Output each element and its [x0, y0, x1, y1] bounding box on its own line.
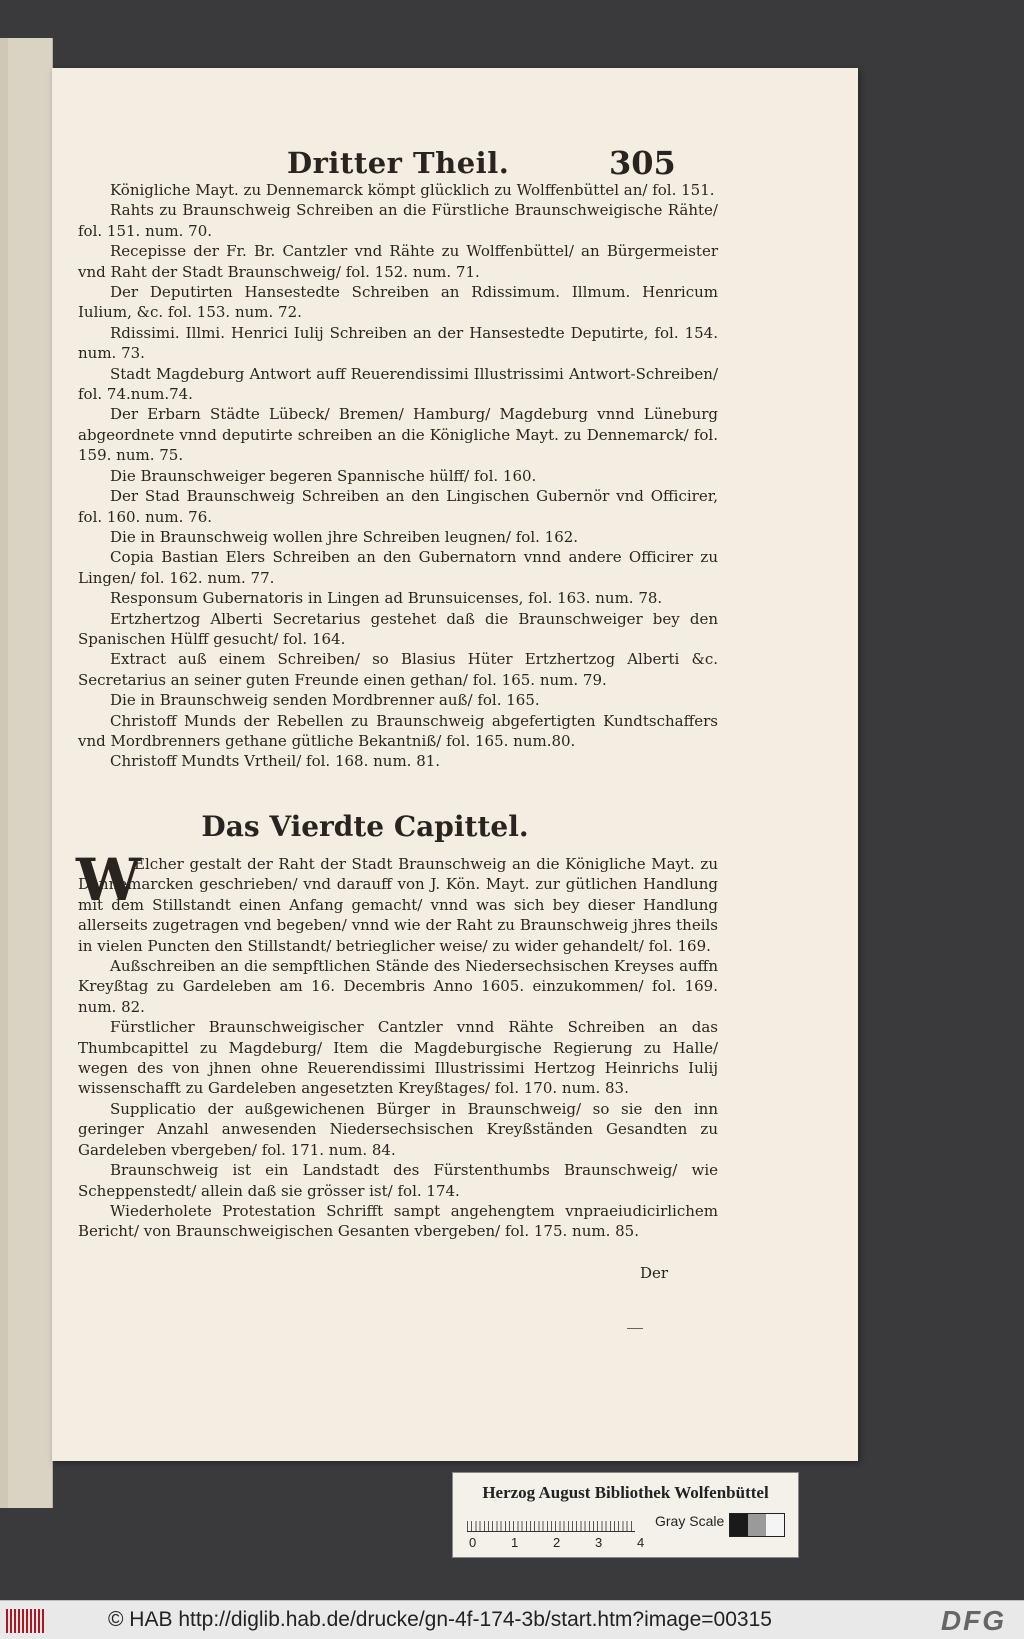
left-page-edge [0, 38, 53, 1508]
index-entry: Recepisse der Fr. Br. Cantzler vnd Rähte zu Wolffenbüttel/ an Bürgermeister vnd Raht der Stadt Braunschweig/ fol. 152. num. 71. [78, 242, 718, 281]
index-entry: Extract auß einem Schreiben/ so Blasius Hüter Ertzhertzog Alberti &c. Secretarius an seiner guten Freunde einen gethan/ fol. 165. num. 79. [78, 650, 718, 689]
ruler-tick-label: 1 [511, 1535, 519, 1550]
index-entry: Wiederholete Protestation Schrifft sampt angehengtem vnpraeiudicirlichem Bericht/ von Braunschweigischen Gesanten vbergeben/ fol. 175. num. 85. [78, 1201, 718, 1241]
chapter-title: Das Vierdte Capittel. [201, 810, 529, 843]
ruler-tick-label: 0 [469, 1535, 477, 1550]
hab-logo-icon [6, 1609, 44, 1633]
index-entry: Königliche Mayt. zu Dennemarck kömpt glücklich zu Wolffenbüttel an/ fol. 151. [110, 181, 715, 199]
scale-ruler [467, 1509, 635, 1532]
chapter-summary-paragraph: Elcher gestalt der Raht der Stadt Braunschweig an die Königliche Mayt. zu Dennemarcken geschrieben/ vnd darauff von J. Kön. Mayt. zur gütlichen Handlung mit dem Stillstandt einen Anfang gemacht/ vnnd was sich bey dieser Handlung allerseits zugetragen vnd begeben/ vnnd wie der Raht zu Braunschweig jhres theils in vielen Puncten den Stillstandt/ betrieglicher weise/ zu wider gehandelt/ fol. 169. [78, 855, 718, 955]
gray-scale-label: Gray Scale [655, 1513, 725, 1529]
index-entry: Ertzhertzog Alberti Secretarius gestehet daß die Braunschweiger bey den Spanischen Hülff gesucht/ fol. 164. [78, 609, 718, 648]
index-entry: Rdissimi. Illmi. Henrici Iulij Schreiben an der Hansestedte Deputirte, fol. 154. num. 73. [78, 323, 718, 363]
index-entry: Die in Braunschweig senden Mordbrenner auß/ fol. 165. [110, 691, 540, 710]
catchword: Der [640, 1264, 669, 1282]
chapter-body [78, 854, 718, 1242]
gray-swatch [748, 1514, 766, 1536]
scale-card [452, 1472, 799, 1558]
index-entry: Stadt Magdeburg Antwort auff Reuerendissimi Illustrissimi Antwort-Schreiben/ fol. 74.num.74. [78, 364, 718, 404]
index-entries [78, 180, 718, 772]
gray-swatch [766, 1514, 784, 1536]
footer-url[interactable]: © HAB http://diglib.hab.de/drucke/gn-4f-174-3b/start.htm?image=00315 [108, 1608, 772, 1631]
index-entry: Die Braunschweiger begeren Spannische hülff/ fol. 160. [110, 466, 537, 485]
index-entry: Der Erbarn Städte Lübeck/ Bremen/ Hamburg/ Magdeburg vnnd Lüneburg abgeordnete vnnd deputirte schreiben an die Königliche Mayt. zu Dennemarck/ fol. 159. num. 75. [78, 405, 718, 465]
running-head-title: Dritter Theil. [287, 146, 510, 180]
index-entry: Fürstlicher Braunschweigischer Cantzler vnnd Rähte Schreiben an das Thumbcapittel zu Magdeburg/ Item die Magdeburgische Regierung zu Halle/ wegen des von jhnen ohne Reuerendissimi Illustrissimi Hertzog Heinrichs Iulij wissenschafft zu Gardeleben angesetzten Kreyßtages/ fol. 170. num. 83. [78, 1018, 718, 1098]
ruler-tick-label: 3 [595, 1535, 603, 1550]
library-name: Herzog August Bibliothek Wolfenbüttel [482, 1483, 769, 1502]
page-mark [627, 1328, 643, 1329]
book-page [52, 68, 858, 1461]
ruler-tick-label: 2 [553, 1535, 561, 1550]
index-entry: Die in Braunschweig wollen jhre Schreiben leugnen/ fol. 162. [110, 527, 579, 546]
page-number: 305 [609, 144, 676, 182]
index-entry: Christoff Munds der Rebellen zu Braunschweig abgefertigten Kundtschaffers vnd Mordbrenners gethane gütliche Bekantniß/ fol. 165. num.80. [78, 711, 718, 750]
index-entry: Rahts zu Braunschweig Schreiben an die Fürstliche Braunschweigische Rähte/ fol. 151. num. 70. [78, 201, 718, 240]
dfg-logo: DFG [940, 1605, 1006, 1636]
gray-scale-patch [729, 1513, 785, 1537]
ruler-tick-label: 4 [637, 1535, 645, 1550]
decorated-initial: W [76, 846, 142, 914]
index-entry: Copia Bastian Elers Schreiben an den Gubernatorn vnnd andere Officirer zu Lingen/ fol. 162. num. 77. [78, 548, 718, 587]
footer-bar [0, 1600, 1024, 1639]
index-entry: Außschreiben an die sempftlichen Stände des Niedersechsischen Kreyses auffn Kreyßtag zu Gardeleben am 16. Decembris Anno 1605. einzukommen/ fol. 169. num. 82. [78, 957, 718, 1016]
gray-swatch [730, 1514, 748, 1536]
index-entry: Braunschweig ist ein Landstadt des Fürstenthumbs Braunschweig/ wie Scheppenstedt/ allein daß sie grösser ist/ fol. 174. [78, 1161, 718, 1200]
index-entry: Der Deputirten Hansestedte Schreiben an Rdissimum. Illmum. Henricum Iulium, &c. fol. 153. num. 72. [78, 283, 718, 322]
index-entry: Supplicatio der außgewichenen Bürger in Braunschweig/ so sie den inn geringer Anzahl anwesenden Niedersechsischen Kreyßständen Gesandten zu Gardeleben vbergeben/ fol. 171. num. 84. [78, 1099, 718, 1159]
index-entry: Der Stad Braunschweig Schreiben an den Lingischen Gubernör vnd Officirer, fol. 160. num. 76. [78, 487, 718, 526]
index-entry: Responsum Gubernatoris in Lingen ad Brunsuicenses, fol. 163. num. 78. [110, 589, 663, 608]
index-entry: Christoff Mundts Vrtheil/ fol. 168. num. 81. [110, 752, 441, 771]
